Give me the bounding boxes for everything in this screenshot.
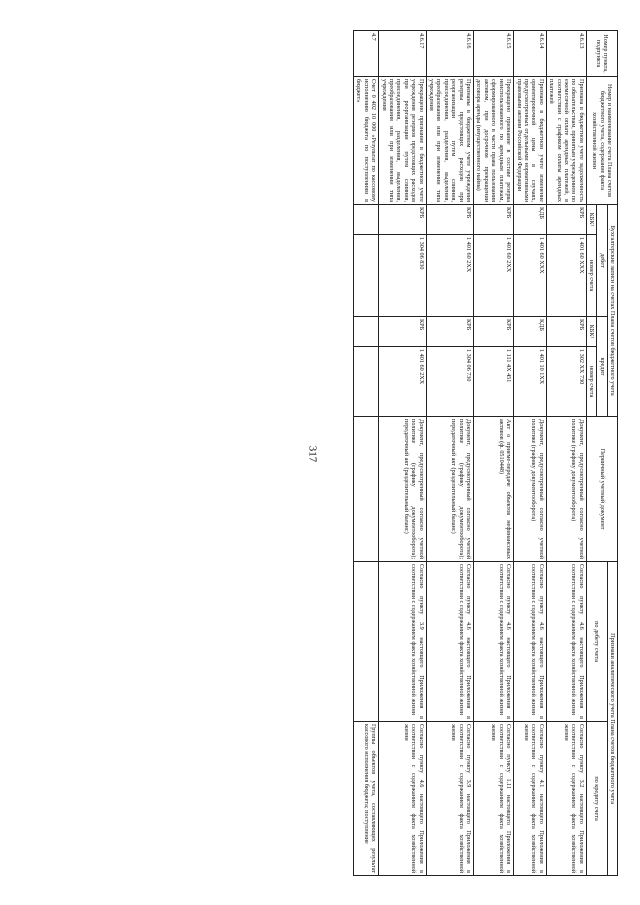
table-row	[514, 31, 547, 876]
row-num: 4.6.15	[474, 31, 514, 77]
header-acct-debit: номер счета	[586, 235, 596, 317]
header-num: Номер пункта, подпункта	[586, 31, 617, 77]
row-doc	[354, 417, 379, 562]
debit-attr: Согласно пункту 4.6 настоящего Приложения в соответствии с содержанием факта хозяйственной жизни	[426, 562, 473, 722]
acct-credit	[354, 347, 379, 417]
header-kbk-credit: КБК¹	[586, 317, 596, 347]
acct-debit: 1 304 06 830	[379, 235, 426, 317]
acct-credit: 1 111 4X 451	[474, 347, 514, 417]
kbk-credit: КРБ	[379, 317, 426, 347]
header-name: Номер и наименование счета Плана счетов бюджетного учета, содержание факта хозяйственной жизни	[586, 77, 617, 205]
kbk-debit: КРБ	[546, 205, 586, 235]
accounting-table	[353, 30, 618, 876]
kbk-debit: КДБ	[514, 205, 547, 235]
header-acct-credit: номер счета	[586, 347, 596, 417]
kbk-debit: КРБ	[379, 205, 426, 235]
acct-credit: 1 401 60 2XX	[379, 347, 426, 417]
row-num: 4.6.16	[426, 31, 473, 77]
kbk-credit: КДБ	[514, 317, 547, 347]
header-by-debit: по дебету счета	[586, 562, 607, 722]
kbk-credit: КРБ	[546, 317, 586, 347]
kbk-debit: КРБ	[474, 205, 514, 235]
debit-attr: Согласно пункту 4.6 настоящего Приложения в соответствии с содержанием факта хозяйственной жизни	[514, 562, 547, 722]
acct-credit: 1 302 XX 730	[546, 347, 586, 417]
row-doc: Документ, предусмотренный согласно учетной политике (графику документооборота); передаточный акт (разделительный баланс)	[379, 417, 426, 562]
row-num: 4.7	[354, 31, 379, 77]
acct-credit: 1 401 10 1XX	[514, 347, 547, 417]
header-kbk-debit: КБК¹	[586, 205, 596, 235]
table-row	[474, 31, 514, 876]
header-entries: Бухгалтерские записи на счетах Плана счетов бюджетного учета	[607, 205, 617, 417]
row-doc: Документ, предусмотренный согласно учетной политике (графику документооборота)	[546, 417, 586, 562]
table-row	[354, 31, 379, 876]
row-text: Признано в бюджетном учете изменение ориентировочной цены в случаях, предусмотренных отдельными нормативными правовыми актами Российской Федерации	[514, 77, 547, 205]
row-text: Признаны в бюджетном учете учреждения резервы предстоящих расходов при реорганизации путем слияния, присоединения, разделения, выделения, преобразования или при изменении типа учреждения	[426, 77, 473, 205]
table-row	[546, 31, 586, 876]
row-doc: Документ, предусмотренный согласно учетной политике (графику документооборота)	[514, 417, 547, 562]
acct-debit	[354, 235, 379, 317]
rotated-page	[28, 30, 618, 875]
header-by-credit: по кредиту счета	[586, 722, 607, 876]
kbk-credit: КРБ	[474, 317, 514, 347]
table-row	[426, 31, 473, 876]
credit-attr: Согласно пункту 3.2 настоящего Приложения в соответствии с содержанием факта хозяйственной жизни	[546, 722, 586, 876]
row-text: Счет 0 402 10 000 «Результат по кассовому исполнению бюджета по поступлениям в бюджет»	[354, 77, 379, 205]
header-debit: дебет	[597, 205, 607, 317]
header-attr: Признаки аналитического учета Плана счетов бюджетного учета	[607, 562, 617, 876]
acct-credit: 1 304 06 730	[426, 347, 473, 417]
row-num: 4.6.17	[379, 31, 426, 77]
credit-attr: Согласно пункту 4.6 настоящего Приложения в соответствии с содержанием факта хозяйственной жизни	[379, 722, 426, 876]
row-doc: Документ, предусмотренный согласно учетной политике (графику документооборота); передаточный акт (разделительный баланс)	[426, 417, 473, 562]
credit-attr: Согласно пункту 4.1 настоящего Приложения в соответствии с содержанием факта хозяйственной жизни	[514, 722, 547, 876]
header-doc: Первичный учетный документ	[586, 417, 617, 562]
debit-attr: Согласно пункту 3.9 настоящего Приложения в соответствии с содержанием факта хозяйственной жизни	[379, 562, 426, 722]
acct-debit: 1 401 60 XXX	[546, 235, 586, 317]
credit-attr: Согласно пункту 3.9 настоящего Приложения в соответствии с содержанием факта хозяйственной жизни	[426, 722, 473, 876]
row-text: Признана в бюджетном учете задолженность по обязательствам, принятым учреждением по ежемесячной оплате арендных платежей, в соответствии с графиком оплаты арендных платежей	[546, 77, 586, 205]
row-doc: Акт о приеме-передаче объектов нефинансовых активов (ф. 0510448)	[474, 417, 514, 562]
kbk-debit: КРБ	[426, 205, 473, 235]
credit-attr: Группы объектов учета, составляющих результат кассового исполнения бюджета; поступление	[354, 722, 379, 876]
table-row	[379, 31, 426, 876]
row-num: 4.6.13	[546, 31, 586, 77]
acct-debit: 1 401 60 XXX	[514, 235, 547, 317]
acct-debit: 1 401 60 2XX	[426, 235, 473, 317]
kbk-debit	[354, 205, 379, 235]
debit-attr: Согласно пункту 4.6 настоящего Приложения в соответствии с содержанием факта хозяйственной жизни	[474, 562, 514, 722]
kbk-credit: КРБ	[426, 317, 473, 347]
debit-attr	[354, 562, 379, 722]
acct-debit: 1 401 60 2XX	[474, 235, 514, 317]
page-number: 317	[306, 445, 319, 463]
debit-attr: Согласно пункту 4.6 настоящего Приложения в соответствии с содержанием факта хозяйственной жизни	[546, 562, 586, 722]
kbk-credit	[354, 317, 379, 347]
row-text: Прекращено признание в бюджетном учете учреждения резервов предстоящих расходов при реорганизации путем слияния, присоединения, разделения, выделения, преобразования или при изменении типа учреждения	[379, 77, 426, 205]
header-credit: кредит	[597, 317, 607, 417]
credit-attr: Согласно пункту 1.11 настоящего Приложения в соответствии с содержанием факта хозяйственной жизни	[474, 722, 514, 876]
row-text: Прекращено признание в составе резерва неиспользованного по арендным платежам, сформированного в части права пользования активом, при досрочном прекращении договора аренды (имущественного найма)	[474, 77, 514, 205]
row-num: 4.6.14	[514, 31, 547, 77]
